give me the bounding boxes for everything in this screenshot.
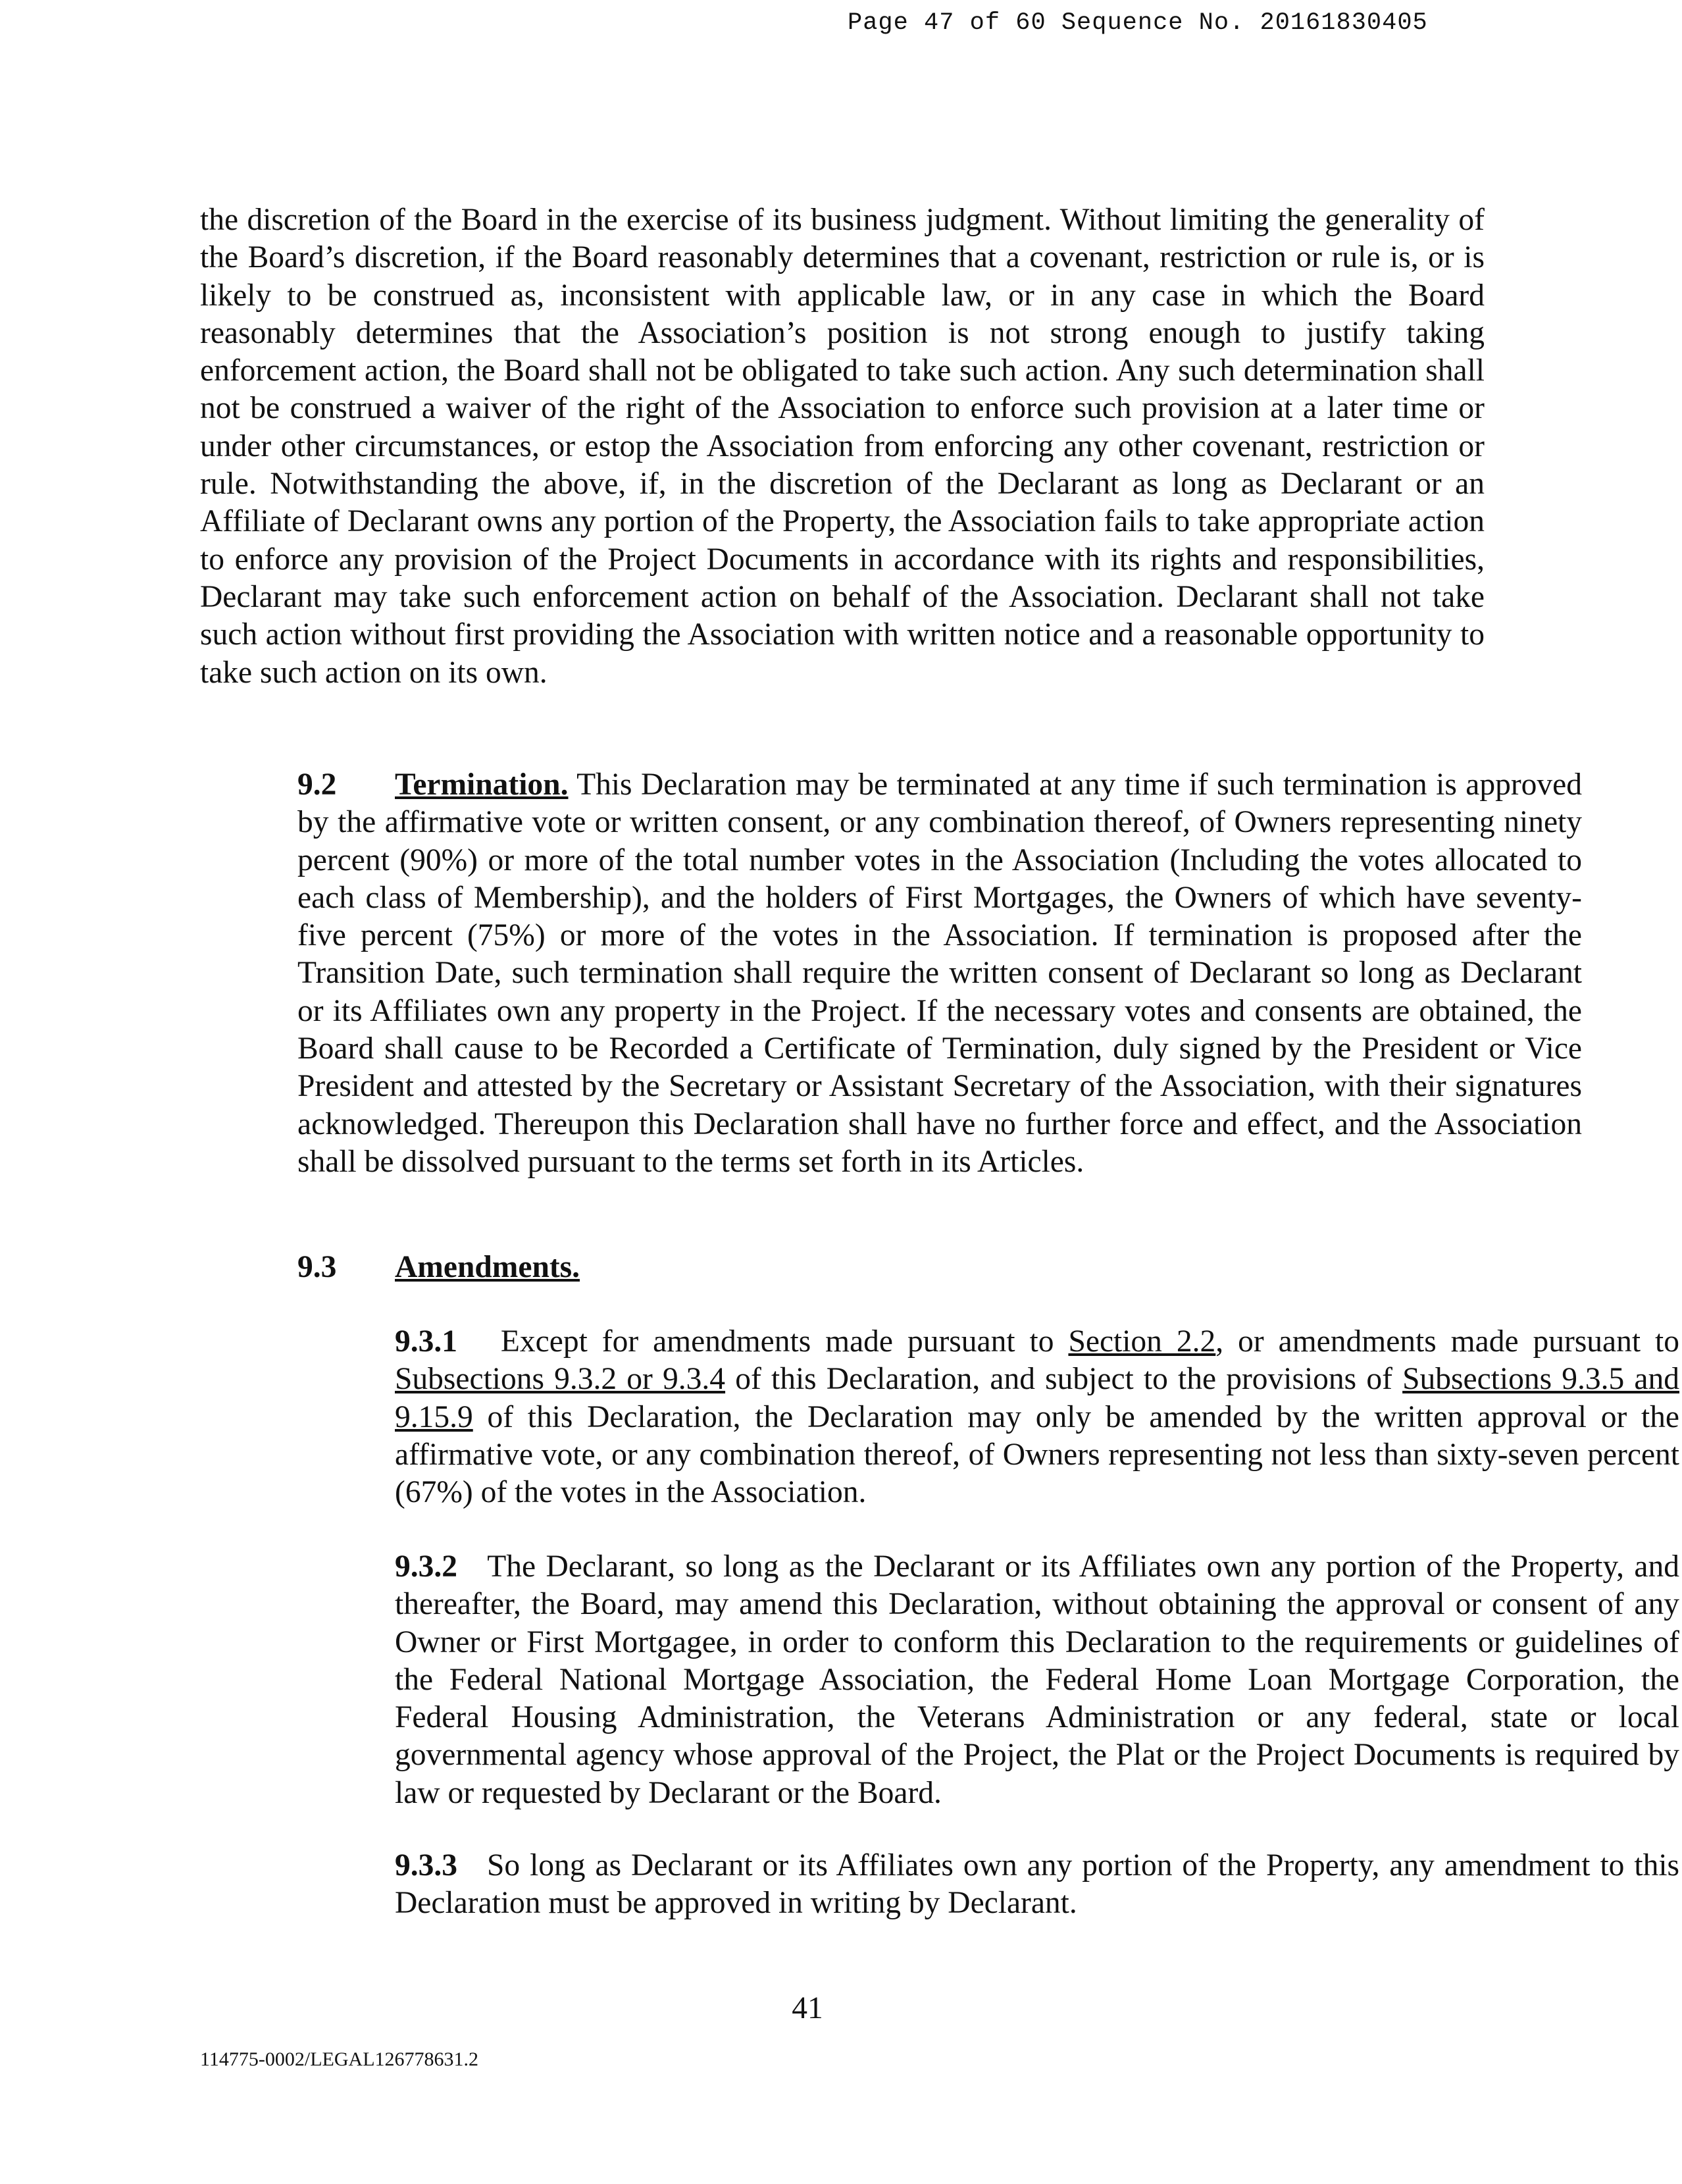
section-title: Amendments. (395, 1250, 580, 1284)
cross-reference: Subsections 9.3.2 or 9.3.4 (395, 1362, 726, 1397)
cross-reference: Section 2.2 (1068, 1324, 1216, 1359)
subsection-number: 9.3.3 (395, 1848, 457, 1883)
subsection-9-3-2 (200, 1548, 1679, 1812)
subsection-number: 9.3.2 (395, 1549, 457, 1584)
section-number: 9.2 (297, 767, 337, 802)
subsection-number: 9.3.1 (395, 1324, 457, 1359)
page-header: Page 47 of 60 Sequence No. 20161830405 (848, 9, 1428, 37)
section-number: 9.3 (297, 1250, 337, 1284)
document-code: 114775-0002/LEGAL126778631.2 (200, 2048, 479, 2070)
subsection-text: , or amendments made pursuant to (1215, 1324, 1680, 1359)
section-title: Termination. (395, 767, 569, 802)
subsection-text: of this Declaration, and subject to the provisions of (735, 1362, 1392, 1397)
section-body: This Declaration may be terminated at any time if such termination is approved by the affirmative vote or written consent, or any combination thereof, of Owners representing ninety percent (90%) or more of the total number votes in the Association (Including the votes allocated to each class of Membership), and the holders of First Mortgages, the Owners of which have seventy-five percent (75%) or more of the votes in the Association. If termination is proposed after the Transition Date, such termination shall require the written consent of Declarant so long as Declarant or its Affiliates own any property in the Project. If the necessary votes and consents are obtained, the Board shall cause to be Recorded a Certificate of Termination, duly signed by the President or Vice President and attested by the Secretary or Assistant Secretary of the Association, with their signatures acknowledged. Thereupon this Declaration shall have no further force and effect, and the Association shall be dissolved pursuant to the terms set forth in its Articles. (297, 767, 1582, 1179)
paragraph-continuation: the discretion of the Board in the exercise of its business judgment. Without limiting the generality of the Board’s discretion, if the Board reasonably determines that a covenant, restriction or rule is, or is likely to be construed as, inconsistent with applicable law, or in any case in which the Board reasonably determines that the Association’s position is not strong enough to justify taking enforcement action, the Board shall not be obligated to take such action. Any such determination shall not be construed a waiver of the right of the Association to enforce such provision at a later time or under other circumstances, or estop the Association from enforcing any other covenant, restriction or rule. Notwithstanding the above, if, in the discretion of the Declarant as long as Declarant or an Affiliate of Declarant owns any portion of the Property, the Association fails to take appropriate action to enforce any provision of the Project Documents in accordance with its rights and responsibilities, Declarant may take such enforcement action on behalf of the Association. Declarant shall not take such action without first providing the Association with written notice and a reasonable opportunity to take such action on its own. (200, 203, 1485, 690)
page-number: 41 (792, 1991, 823, 2025)
section-9-2 (200, 766, 1582, 1181)
subsection-body: The Declarant, so long as the Declarant or its Affiliates own any portion of the Property, and thereafter, the Board, may amend this Declaration, without obtaining the approval or consent of any Owner or First Mortgagee, in order to conform this Declaration to the requirements or guidelines of the Federal National Mortgage Association, the Federal Home Loan Mortgage Corporation, the Federal Housing Administration, the Veterans Administration or any federal, state or local governmental agency whose approval of the Project, the Plat or the Project Documents is required by law or requested by Declarant or the Board. (395, 1549, 1679, 1810)
subsection-9-3-3 (200, 1847, 1679, 1923)
cross-reference: Subsections 9.3.5 and 9.15.9 (395, 1362, 1680, 1434)
subsection-text: of this Declaration, the Declaration may only be amended by the written approval or the affirmative vote, or any combination thereof, of Owners representing not less than sixty-seven percent (67%) of the votes in the Association. (395, 1399, 1680, 1510)
section-9-3-heading (297, 1249, 580, 1286)
subsection-text: Except for amendments made pursuant to (500, 1324, 1054, 1359)
subsection-9-3-1 (200, 1323, 1679, 1511)
subsection-body: So long as Declarant or its Affiliates own any portion of the Property, any amendment to this Declaration must be approved in writing by Declarant. (395, 1848, 1679, 1921)
